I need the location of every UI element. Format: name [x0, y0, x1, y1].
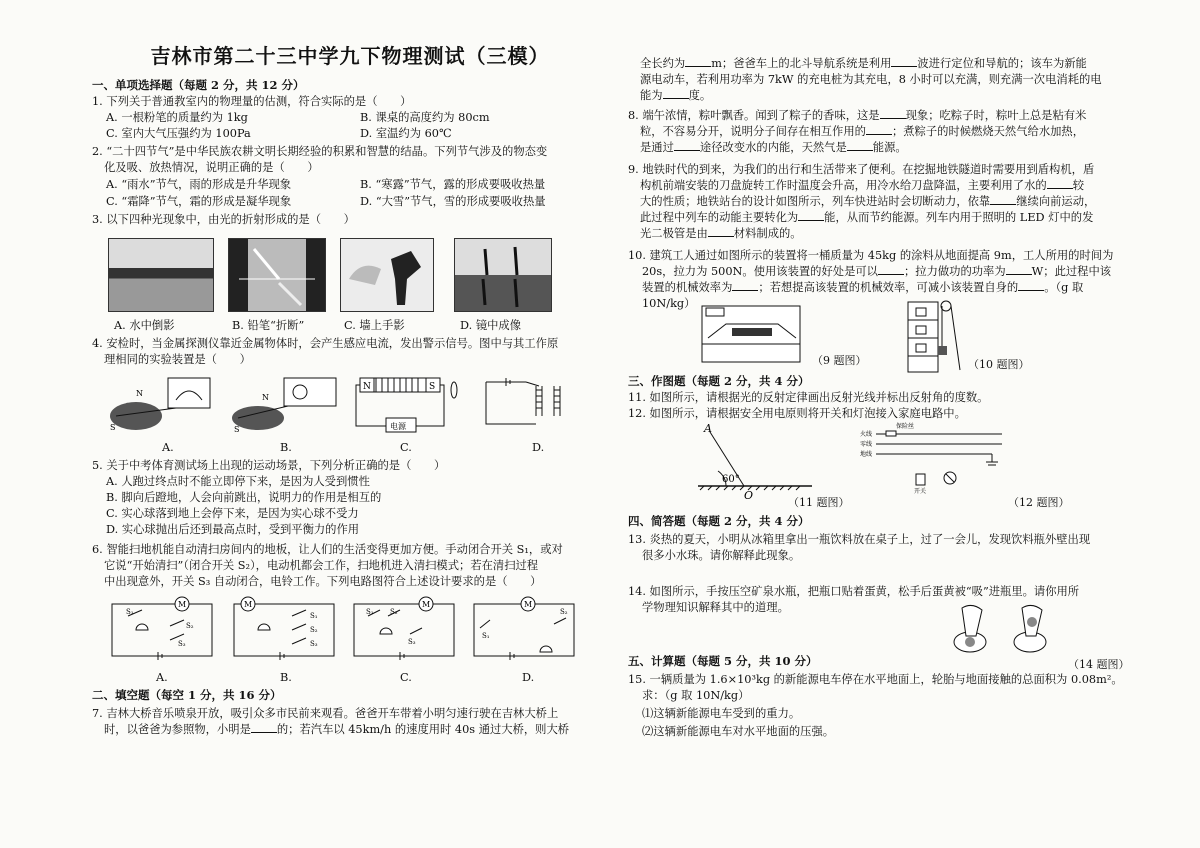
section-4-heading: 四、简答题（每题 2 分，共 4 分）	[628, 514, 810, 528]
q7-text-6: 能为	[640, 89, 663, 102]
q7-text-4: m；爸爸车上的北斗导航系统是利用	[711, 57, 892, 70]
svg-text:N: N	[262, 393, 269, 402]
q15-part-2: ⑵这辆新能源电车对水平地面的压强。	[642, 725, 835, 738]
q10-blank-3[interactable]	[732, 280, 758, 291]
q2-option-b: B. “寒露”节气，露的形成要吸收热量	[360, 178, 546, 191]
q3-photo-hand-shadow	[340, 238, 434, 312]
q10-line-1: 10. 建筑工人通过如图所示的装置将一桶质量为 45kg 的涂料从地面提高 9m，工人所用的时间为	[628, 249, 1114, 262]
q7-stem-1: 7. 吉林大桥音乐喷泉开放，吸引众多市民前来观看。爸爸开车带着小明匀速行驶在吉林大桥上	[92, 707, 559, 720]
q7-blank-1[interactable]	[251, 722, 277, 733]
q6-circuit-c	[350, 594, 462, 664]
q8-text-2: 现象；吃粽子时，粽叶上总是粘有米	[905, 109, 1087, 122]
q3-photo-mirror	[454, 238, 552, 312]
q14-stem-1: 14. 如图所示，手按压空矿泉水瓶，把瓶口贴着蛋黄，松手后蛋黄被“吸”进瓶里。请你用所	[628, 585, 1080, 598]
q2-stem-1: 2. “二十四节气”是中华民族农耕文明长期经验的积累和智慧的结晶。下列节气涉及的物态变	[92, 145, 548, 158]
q6-circuit-b	[230, 594, 342, 664]
q9-text-4: 继续向前运动，	[1016, 195, 1096, 208]
q4-option-b: B.	[280, 441, 292, 454]
q9-blank-2[interactable]	[990, 194, 1016, 205]
fig11-reflection	[688, 420, 818, 500]
q8-text-3: 粒，不容易分开，说明分子间存在相互作用的	[640, 125, 866, 138]
svg-text:S₁: S₁	[366, 608, 374, 616]
q6-stem-3: 中出现意外，开关 S₃ 自动闭合，电铃工作。下列电路图符合上述设计要求的是（ ）	[104, 575, 542, 588]
fig9-subway-station	[698, 300, 808, 366]
q8-blank-4[interactable]	[847, 140, 873, 151]
q10-line-4: 10N/kg）	[642, 297, 696, 310]
q10-text-5: ；若想提高该装置的机械效率，可减小该装置自身的	[758, 281, 1019, 294]
q4-stem-2: 理相同的实验装置是（ ）	[104, 353, 251, 366]
q9-line-5	[640, 226, 802, 241]
q10-text-1: 20s，拉力为 500N。使用该装置的好处是可以	[642, 265, 878, 278]
q4-option-a: A.	[162, 441, 174, 454]
q2-option-d: D. “大雪”节气，雪的形成要吸收热量	[360, 195, 546, 208]
q7-blank-2[interactable]	[685, 56, 711, 67]
q15-part-1: ⑴这辆新能源电车受到的重力。	[642, 707, 801, 720]
page-title: 吉林市第二十三中学九下物理测试（三模）	[150, 44, 550, 68]
fig14-bottle-yolk	[942, 600, 1062, 658]
q15-stem-2: 求：（g 取 10N/kg）	[642, 689, 750, 702]
q8-blank-2[interactable]	[866, 124, 892, 135]
q3-option-d: D. 镜中成像	[460, 319, 522, 332]
q10-text-6: 。（g 取	[1044, 281, 1084, 294]
q13-stem-1: 13. 炎热的夏天，小明从冰箱里拿出一瓶饮料放在桌子上，过了一会儿，发现饮料瓶外壁出现	[628, 533, 1091, 546]
q5-option-d: D. 实心球抛出后还到最高点时，受到平衡力的作用	[106, 523, 360, 536]
ground-wire-label: 地线	[860, 451, 873, 458]
q13-stem-2: 很多小水珠。请你解释此现象。	[642, 549, 801, 562]
q5-option-a: A. 人跑过终点时不能立即停下来，是因为人受到惯性	[106, 475, 370, 488]
q7-stem-2	[104, 722, 569, 737]
q9-line-2	[640, 178, 1084, 193]
q12-stem: 12. 如图所示，请根据安全用电原则将开关和灯泡接入家庭电路中。	[628, 407, 966, 420]
q4-option-c: C.	[400, 441, 412, 454]
q3-option-c: C. 墙上手影	[344, 319, 405, 332]
q8-line-2	[640, 124, 1084, 139]
switch-label: 开关	[914, 488, 927, 494]
q8-text-1: 8. 端午浓情，粽叶飘香。闻到了粽子的香味，这是	[628, 109, 880, 122]
q7-text-1: 时，以爸爸为参照物，小明是	[104, 723, 251, 736]
q8-text-6: 途径改变水的内能，天然气是	[699, 141, 847, 154]
q9-blank-3[interactable]	[798, 210, 824, 221]
q9-text-1: 构机前端安装的刀盘旋转工作时温度会升高，用冷水给刀盘降温，主要利用了水的	[640, 179, 1047, 192]
section-2-heading: 二、填空题（每空 1 分，共 16 分）	[92, 688, 282, 702]
section-5-heading: 五、计算题（每题 5 分，共 10 分）	[628, 654, 818, 668]
svg-text:S₁: S₁	[310, 612, 318, 620]
q7-cont-2: 源电动车，若利用功率为 7kW 的充电桩为其充电，8 小时可以充满，则充满一次电消耗的电	[640, 73, 1102, 86]
q5-option-b: B. 脚向后蹬地，人会向前跳出，说明力的作用是相互的	[106, 491, 382, 504]
q2-stem-2: 化及吸、放热情况，说明正确的是（ ）	[104, 161, 319, 174]
q8-blank-1[interactable]	[880, 108, 906, 119]
q4-stem-1: 4. 安检时，当金属探测仪靠近金属物体时，会产生感应电流，发出警示信号。图中与其工作原	[92, 337, 559, 350]
q7-cont-1	[640, 56, 1087, 71]
q1-stem: 1. 下列关于普通教室内的物理量的估测，符合实际的是（ ）	[92, 95, 412, 108]
q8-text-5: 是通过	[640, 141, 674, 154]
angle-60-label: 60°	[722, 474, 740, 485]
q10-line-2	[642, 264, 1111, 279]
q3-stem: 3. 以下四种光现象中，由光的折射形成的是（ ）	[92, 213, 355, 226]
fig12-household-circuit	[856, 420, 1006, 494]
q9-text-7: 光二极管是由	[640, 227, 708, 240]
q4-figure-c	[354, 372, 464, 438]
q7-text-3: 全长约为	[640, 57, 686, 70]
svg-text:S: S	[110, 423, 116, 432]
svg-text:M: M	[244, 600, 253, 609]
q8-blank-3[interactable]	[674, 140, 700, 151]
q8-line-1	[628, 108, 1086, 123]
svg-text:N: N	[136, 389, 143, 398]
fig10-label: （10 题图）	[968, 358, 1030, 371]
q2-option-a: A. “雨水”节气，雨的形成是升华现象	[106, 178, 292, 191]
q6-stem-1: 6. 智能扫地机能自动清扫房间内的地板，让人们的生活变得更加方便。手动闭合开关 S₁，或对	[92, 543, 563, 556]
q4-figure-b	[228, 372, 344, 438]
q6-stem-2: 它说“开始清扫”（闭合开关 S₂），电动机都会工作，扫地机进入清扫模式；若在清扫过程	[104, 559, 539, 572]
point-o-label: O	[744, 489, 754, 500]
point-a-label: A	[704, 422, 712, 435]
fig14-label: （14 题图）	[1068, 658, 1130, 671]
q6-option-d: D.	[522, 671, 535, 684]
q9-line-4	[640, 210, 1093, 225]
q10-blank-2[interactable]	[1006, 264, 1032, 275]
svg-text:S₃: S₃	[310, 640, 318, 648]
svg-text:M: M	[524, 600, 533, 609]
q3-option-b: B. 铅笔“折断”	[232, 319, 305, 332]
q9-line-3	[640, 194, 1095, 209]
svg-text:S: S	[234, 425, 240, 434]
q7-text-5: 波进行定位和导航的；该车为新能	[917, 57, 1087, 70]
svg-text:S₂: S₂	[186, 622, 194, 630]
q10-text-4: 装置的机械效率为	[642, 281, 733, 294]
q7-blank-3[interactable]	[891, 56, 917, 67]
q10-blank-1[interactable]	[878, 264, 904, 275]
q7-blank-4[interactable]	[663, 88, 689, 99]
q6-option-b: B.	[280, 671, 292, 684]
q7-text-2: 的；若汽车以 45km/h 的速度用时 40s 通过大桥，则大桥	[276, 723, 570, 736]
svg-text:S: S	[429, 382, 436, 392]
q10-text-3: W；此过程中该	[1031, 265, 1112, 278]
q8-line-3	[640, 140, 907, 155]
svg-text:M: M	[178, 600, 187, 609]
q9-text-3: 大的性质；地铁站台的设计如图所示，列车快进站时会切断动力，依靠	[640, 195, 991, 208]
pencil-icon	[229, 239, 325, 311]
q8-text-4: ；煮粽子的时候燃烧天然气给水加热，	[891, 125, 1085, 138]
q4-option-d: D.	[532, 441, 545, 454]
q3-photo-pencil	[228, 238, 326, 312]
q9-text-5: 此过程中列车的动能主要转化为	[640, 211, 799, 224]
q4-figure-a	[106, 372, 222, 438]
section-1-heading: 一、单项选择题（每题 2 分，共 12 分）	[92, 78, 305, 92]
q5-stem: 5. 关于中考体育测试场上出现的运动场景，下列分析正确的是（ ）	[92, 459, 446, 472]
fig9-label: （9 题图）	[812, 354, 867, 367]
neutral-wire-label: 零线	[860, 441, 873, 448]
q4-figure-d	[476, 372, 576, 438]
fig11-label: （11 题图）	[788, 496, 850, 509]
q1-option-d: D. 室温约为 60℃	[360, 127, 452, 140]
svg-text:M: M	[422, 600, 431, 609]
svg-text:S₂: S₂	[310, 626, 318, 634]
q15-stem-1: 15. 一辆质量为 1.6×10³kg 的新能源电车停在水平地面上，轮胎与地面接触的总面积为 0.08m²。	[628, 673, 1123, 686]
svg-text:S₃: S₃	[178, 640, 186, 648]
fuse-label: 保险丝	[896, 423, 915, 430]
tree-icon	[455, 239, 551, 311]
power-source-label: 电源	[390, 422, 406, 431]
svg-text:S₁: S₁	[126, 608, 134, 616]
q11-stem: 11. 如图所示，请根据光的反射定律画出反射光线并标出反射角的度数。	[628, 391, 989, 404]
svg-text:S₃: S₃	[408, 638, 416, 646]
svg-text:S₁: S₁	[482, 632, 490, 640]
q3-photo-reflection	[108, 238, 214, 312]
q1-option-c: C. 室内大气压强约为 100Pa	[106, 127, 251, 140]
svg-text:N: N	[363, 382, 371, 392]
q7-cont-3	[640, 88, 711, 103]
q9-text-6: 能，从而节约能源。列车内用于照明的 LED 灯中的发	[824, 211, 1094, 224]
q8-text-7: 能源。	[872, 141, 907, 154]
q10-blank-4[interactable]	[1018, 280, 1044, 291]
q6-option-a: A.	[156, 671, 168, 684]
q9-line-1: 9. 地铁时代的到来，为我们的出行和生活带来了便利。在挖掘地铁隧道时需要用到盾构机，盾	[628, 163, 1095, 176]
q6-option-c: C.	[400, 671, 412, 684]
live-wire-label: 火线	[860, 431, 873, 438]
q1-option-a: A. 一根粉笔的质量约为 1kg	[106, 111, 248, 124]
q9-text-2: 较	[1072, 179, 1085, 192]
svg-text:S₂: S₂	[390, 608, 398, 616]
fig12-label: （12 题图）	[1008, 496, 1070, 509]
q10-text-2: ；拉力做功的功率为	[903, 265, 1006, 278]
q7-text-7: 度。	[688, 89, 712, 102]
svg-text:S₂: S₂	[560, 608, 568, 616]
q2-option-c: C. “霜降”节气，霜的形成是凝华现象	[106, 195, 292, 208]
section-3-heading: 三、作图题（每题 2 分，共 4 分）	[628, 374, 810, 388]
fig10-pulley-building	[904, 296, 968, 376]
q6-circuit-a	[108, 594, 220, 664]
q10-line-3	[642, 280, 1083, 295]
q9-text-8: 材料制成的。	[733, 227, 802, 240]
q14-stem-2: 学物理知识解释其中的道理。	[642, 601, 789, 614]
hand-shadow-icon	[341, 239, 433, 311]
q9-blank-1[interactable]	[1047, 178, 1073, 189]
q1-option-b: B. 课桌的高度约为 80cm	[360, 111, 490, 124]
q3-option-a: A. 水中倒影	[114, 319, 175, 332]
q9-blank-4[interactable]	[708, 226, 734, 237]
q6-circuit-d	[470, 594, 582, 664]
q5-option-c: C. 实心球落到地上会停下来，是因为实心球不受力	[106, 507, 359, 520]
